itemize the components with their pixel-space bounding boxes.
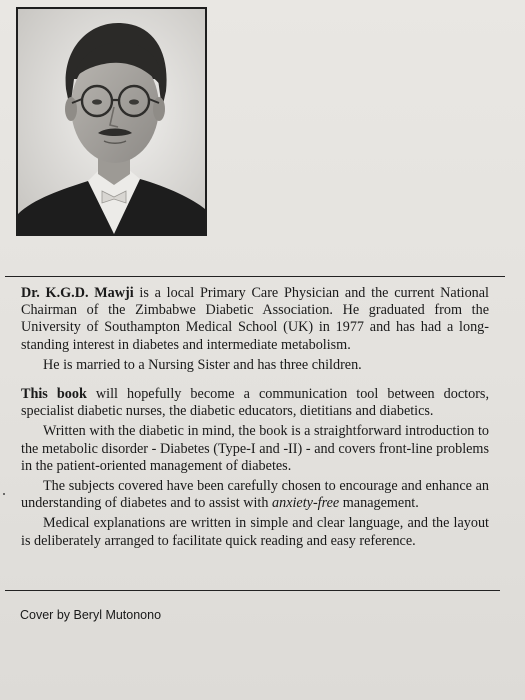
about-paragraph-2: Written with the diabetic in mind, the book is a straightforward introduction to the metabolic disorder - Diabetes (Type-I and -II) - and covers front-line problems in the patient-oriented management of diabetes. bbox=[21, 423, 489, 474]
about-paragraph-4: Medical explanations are written in simple and clear language, and the layout is deliberately arranged to facilitate quick reading and easy reference. bbox=[21, 515, 489, 549]
bio-paragraph bbox=[21, 285, 489, 354]
author-name: Dr. K.G.D. Mawji bbox=[21, 285, 134, 301]
bottom-divider bbox=[5, 590, 500, 591]
about-paragraph-1 bbox=[21, 386, 489, 420]
about-lead: This book bbox=[21, 386, 87, 402]
author-bio bbox=[21, 285, 489, 374]
top-divider bbox=[5, 276, 505, 277]
book-description bbox=[21, 386, 489, 550]
portrait-image bbox=[18, 9, 205, 234]
about-paragraph-3 bbox=[21, 478, 489, 512]
bio-family: He is married to a Nursing Sister and has three children. bbox=[43, 356, 362, 373]
cover-credit: Cover by Beryl Mutonono bbox=[20, 608, 162, 622]
author-photo bbox=[16, 7, 207, 236]
bio-sentence: is a local Primary Care Physician and the current National Chairman of the Zimbabwe Diabetic Association. He graduated from the University of Southampton Medical School (UK) in 1977 and has had a long-standing interest in diabetes and intermediate metabolism. bbox=[21, 285, 490, 353]
about-p3-italic: anxiety-free bbox=[272, 495, 340, 512]
about-p3-start: The subjects covered have been carefully chosen to encourage and enhance an understanding of diabetes and to assist with bbox=[21, 478, 489, 512]
about-p1-text: will hopefully become a communication tool between doctors, specialist diabetic nurses, the diabetic educators, dietitians and diabetics. bbox=[21, 386, 489, 420]
about-p3-end: management. bbox=[339, 495, 419, 512]
stray-mark bbox=[3, 493, 5, 495]
